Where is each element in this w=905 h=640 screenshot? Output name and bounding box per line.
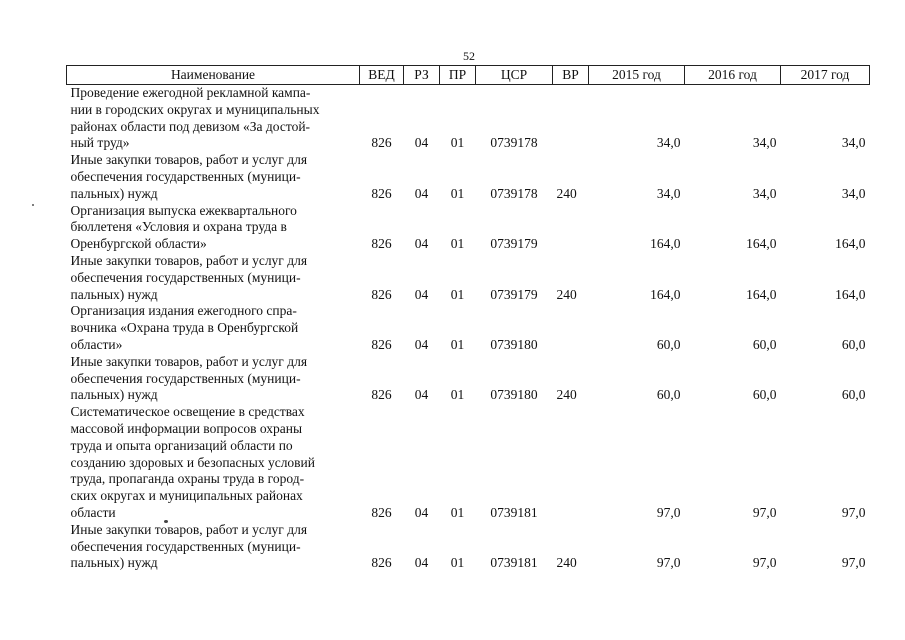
row-value-2016: 34,0 (752, 135, 777, 151)
row-vr (553, 85, 589, 153)
row-vr (553, 303, 589, 353)
row-name-line: вочника «Охрана труда в Оренбургской (70, 320, 299, 336)
header-rz: РЗ (404, 66, 440, 85)
row-pr: 01 (450, 555, 465, 571)
header-pr: ПР (440, 66, 476, 85)
row-value-2016: 164,0 (746, 286, 777, 302)
row-name-line: Иные закупки товаров, работ и услуг для (70, 353, 308, 369)
row-value-2015: 97,0 (656, 555, 681, 571)
row-name-line: обеспечения государственных (муници- (70, 538, 301, 554)
row-ved: 826 (371, 504, 392, 520)
row-value-2015: 164,0 (650, 286, 681, 302)
row-csr: 0739180 (490, 387, 538, 403)
table-row (67, 85, 870, 153)
table-row (67, 354, 870, 404)
row-name-line: труда и опыта организаций области по (70, 437, 293, 453)
row-pr: 01 (450, 185, 465, 201)
row-name-line: Систематическое освещение в средствах (70, 404, 305, 420)
header-csr: ЦСР (476, 66, 553, 85)
row-value-2016: 97,0 (752, 555, 777, 571)
table-row (67, 522, 870, 572)
row-name (67, 253, 360, 303)
page-number: 52 (463, 49, 475, 63)
row-csr: 0739178 (490, 185, 538, 201)
header-name: Наименование (67, 66, 360, 85)
table-row (67, 303, 870, 353)
row-csr: 0739179 (490, 236, 538, 252)
row-rz: 04 (414, 504, 429, 520)
row-name-line: Оренбургской области» (70, 236, 207, 252)
row-name (67, 522, 360, 572)
row-vr: 240 (556, 555, 577, 571)
row-name-line: Проведение ежегодной рекламной кампа- (70, 85, 311, 100)
row-ved: 826 (371, 236, 392, 252)
row-pr: 01 (450, 336, 465, 352)
row-value-2017: 60,0 (841, 336, 866, 352)
row-pr: 01 (450, 286, 465, 302)
row-value-2017: 34,0 (841, 135, 866, 151)
row-value-2015: 34,0 (656, 185, 681, 201)
row-name-line: Иные закупки товаров, работ и услуг для (70, 152, 308, 168)
row-value-2017: 97,0 (841, 504, 866, 520)
row-name-line: нии в городских округах и муниципальных (70, 101, 320, 117)
row-name-line: пальных) нужд (70, 286, 158, 302)
row-pr: 01 (450, 504, 465, 520)
header-2016: 2016 год (685, 66, 781, 85)
row-value-2017: 164,0 (835, 236, 866, 252)
table-header-row (67, 66, 870, 85)
row-pr: 01 (450, 387, 465, 403)
row-rz: 04 (414, 236, 429, 252)
row-vr: 240 (556, 387, 577, 403)
row-rz: 04 (414, 336, 429, 352)
table-row (67, 253, 870, 303)
row-value-2016: 60,0 (752, 336, 777, 352)
row-value-2015: 164,0 (650, 236, 681, 252)
row-name-line: области» (70, 336, 123, 352)
row-ved: 826 (371, 286, 392, 302)
row-name-line: массовой информации вопросов охраны (70, 420, 303, 436)
header-2017: 2017 год (781, 66, 870, 85)
row-value-2016: 164,0 (746, 236, 777, 252)
row-name-line: бюллетеня «Условия и охрана труда в (70, 219, 287, 235)
row-value-2016: 60,0 (752, 387, 777, 403)
row-value-2017: 97,0 (841, 555, 866, 571)
row-name-line: Иные закупки товаров, работ и услуг для (70, 252, 308, 268)
header-2015: 2015 год (589, 66, 685, 85)
row-name-line: Иные закупки товаров, работ и услуг для (70, 521, 308, 537)
row-pr: 01 (450, 135, 465, 151)
scan-speck (32, 204, 34, 206)
row-name (67, 404, 360, 522)
row-name-line: пальных) нужд (70, 185, 158, 201)
row-vr (553, 203, 589, 253)
row-vr (553, 404, 589, 522)
row-name-line: пальных) нужд (70, 555, 158, 571)
row-csr: 0739180 (490, 336, 538, 352)
row-name-line: области (70, 504, 116, 520)
row-csr: 0739179 (490, 286, 538, 302)
row-ved: 826 (371, 387, 392, 403)
row-rz: 04 (414, 135, 429, 151)
row-value-2015: 34,0 (656, 135, 681, 151)
row-name (67, 85, 360, 153)
row-rz: 04 (414, 555, 429, 571)
row-pr: 01 (450, 236, 465, 252)
row-value-2015: 97,0 (656, 504, 681, 520)
row-name (67, 203, 360, 253)
row-ved: 826 (371, 185, 392, 201)
row-value-2016: 34,0 (752, 185, 777, 201)
row-value-2016: 97,0 (752, 504, 777, 520)
row-ved: 826 (371, 336, 392, 352)
table-row (67, 203, 870, 253)
row-name-line: труда, пропаганда охраны труда в город- (70, 471, 305, 487)
row-rz: 04 (414, 185, 429, 201)
row-name-line: ских округах и муниципальных районах (70, 488, 303, 504)
row-csr: 0739178 (490, 135, 538, 151)
table-row (67, 152, 870, 202)
row-value-2017: 34,0 (841, 185, 866, 201)
row-vr: 240 (556, 286, 577, 302)
row-name-line: созданию здоровых и безопасных условий (70, 454, 316, 470)
row-name (67, 152, 360, 202)
row-name-line: Организация издания ежегодного спра- (70, 303, 297, 319)
row-ved: 826 (371, 135, 392, 151)
row-name-line: обеспечения государственных (муници- (70, 168, 301, 184)
row-value-2017: 60,0 (841, 387, 866, 403)
row-name-line: Организация выпуска ежеквартального (70, 202, 297, 218)
row-csr: 0739181 (490, 504, 538, 520)
header-vr: ВР (553, 66, 589, 85)
row-rz: 04 (414, 387, 429, 403)
row-csr: 0739181 (490, 555, 538, 571)
row-name (67, 303, 360, 353)
table-row (67, 404, 870, 522)
header-ved: ВЕД (360, 66, 404, 85)
table-body (67, 85, 870, 573)
row-value-2015: 60,0 (656, 387, 681, 403)
row-name-line: обеспечения государственных (муници- (70, 370, 301, 386)
row-name-line: пальных) нужд (70, 387, 158, 403)
row-name-line: районах области под девизом «За достой- (70, 118, 311, 134)
row-name (67, 354, 360, 404)
row-vr: 240 (556, 185, 577, 201)
row-name-line: ный труд» (70, 135, 130, 151)
row-ved: 826 (371, 555, 392, 571)
row-name-line: обеспечения государственных (муници- (70, 269, 301, 285)
row-rz: 04 (414, 286, 429, 302)
row-value-2015: 60,0 (656, 336, 681, 352)
budget-table (66, 65, 870, 572)
row-value-2017: 164,0 (835, 286, 866, 302)
